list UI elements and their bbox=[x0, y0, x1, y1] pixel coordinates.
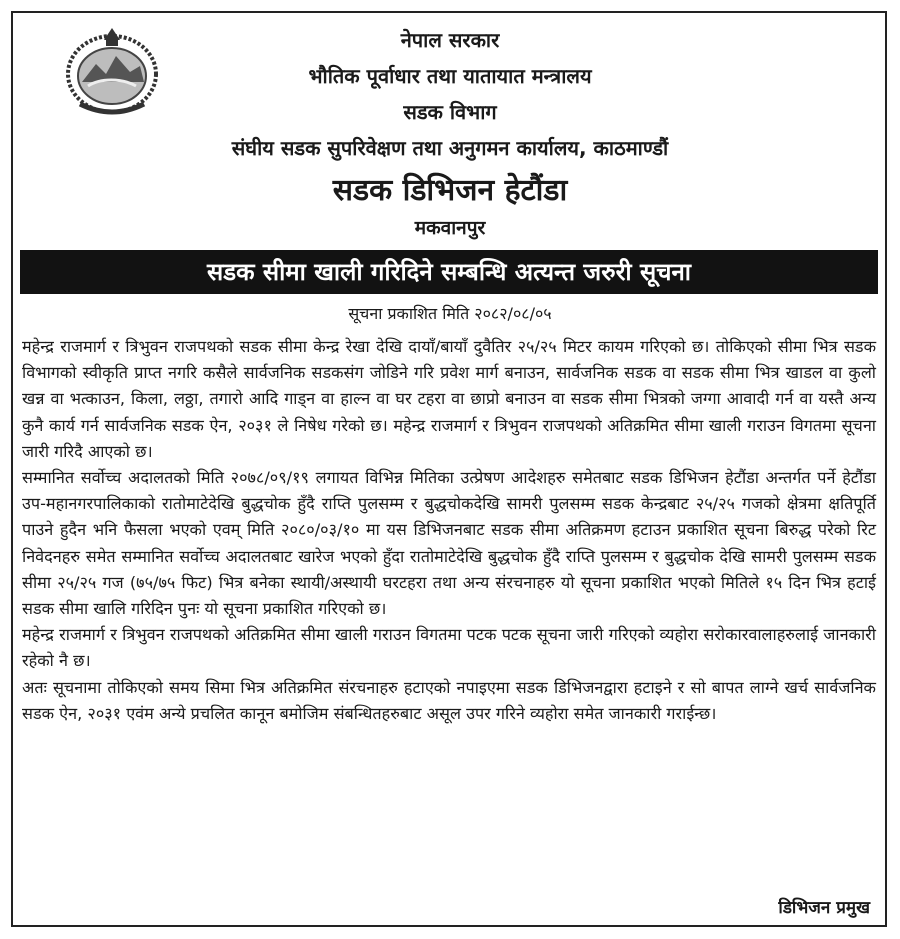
government-name: नेपाल सरकार bbox=[400, 28, 500, 52]
department-name: सडक विभाग bbox=[403, 100, 497, 124]
signature-title: डिभिजन प्रमुख bbox=[778, 898, 870, 918]
published-date: सूचना प्रकाशित मिति २०८२/०८/०५ bbox=[348, 304, 552, 323]
paragraph: महेन्द्र राजमार्ग र त्रिभुवन राजपथको सडक सीमा केन्द्र रेखा देखि दायाँ/बायाँ दुवैतिर २५/२५ मिटर कायम गरिएको छ। तोकिएको सीमा भित्र सडक विभागको स्वीकृति प्राप्त नगरि कसैले सार्वजनिक सडकसंग जोडिने गरि प्रवेश मार्ग बनाउन, सार्वजनिक सडक वा सडक सीमा भित्र खाडल वा कुलो खन्न वा भत्काउन, किला, लठ्ठा, तगारो आदि गाड्न वा हाल्न वा घर टहरा वा छाप्रो बनाउन वा सडक सीमा भित्रको जग्गा आवादी गर्न वा यस्तै अन्य कुनै कार्य गर्न सार्वजनिक सडक ऐन, २०३१ ले निषेध गरेको छ। महेन्द्र राजमार्ग र त्रिभुवन राजपथको अतिक्रमित सीमा खाली गराउन विगतमा सूचना जारी गरिदै आएको छ। bbox=[22, 337, 876, 461]
paragraph: सम्मानित सर्वोच्च अदालतको मिति २०७८/०९/१९ लगायत विभिन्न मितिका उत्प्रेषण आदेशहरु समेतबाट सडक डिभिजन हेटौंडा अन्तर्गत पर्ने हेटौंडा उप-महानगरपालिकाको रातोमाटेदेखि बुद्धचोक हुँदै राप्ति पुलसम्म र बुद्धचोकदेखि सामरी पुलसम्म सडक केन्द्रबाट २५/२५ गजको क्षेत्रमा क्षतिपूर्ति पाउने हुदैन भनि फैसला भएको एवम् मिति २०८०/०३/१० मा यस डिभिजनबाट सडक सीमा अतिक्रमण हटाउन प्रकाशित सूचना बिरुद्ध परेको रिट निवेदनहरु समेत सम्मानित सर्वोच्च अदालतबाट खारेज भएको हुँदा रातोमाटेदेखि बुद्धचोक हुँदै राप्ति पुलसम्म र बुद्धचोक देखि सामरी पुलसम्म सडक सीमा २५/२५ गज (७५/७५ फिट) भित्र बनेका स्थायी/अस्थायी घरटहरा तथा अन्य संरचनाहरु यो सूचना प्रकाशित भएको मितिले १५ दिन भित्र हटाई सडक सीमा खालि गरिदिन पुनः यो सूचना प्रकाशित गरिएको छ। bbox=[22, 468, 876, 619]
notice-body bbox=[22, 334, 876, 727]
paragraph: अतः सूचनामा तोकिएको समय सिमा भित्र अतिक्रमित संरचनाहरु हटाएको नपाइएमा सडक डिभिजनद्वारा हटाइने र सो बापत लाग्ने खर्च सार्वजनिक सडक ऐन, २०३१ एवंम अन्ये प्रचलित कानून बमोजिम संबन्धितहरुबाट असूल उपर गरिने व्यहोरा समेत जानकारी गराईन्छ। bbox=[22, 677, 876, 723]
paragraph: महेन्द्र राजमार्ग र त्रिभुवन राजपथको अतिक्रमित सीमा खाली गराउन विगतमा पटक पटक सूचना जारी गरिएको व्यहोरा सरोकारवालाहरुलाई जानकारी रहेको नै छ। bbox=[22, 625, 876, 671]
division-name: सडक डिभिजन हेटौंडा bbox=[332, 173, 568, 208]
district-name: मकवानपुर bbox=[414, 217, 486, 239]
office-name: संघीय सडक सुपरिवेक्षण तथा अनुगमन कार्यालय, काठमाण्डौं bbox=[231, 136, 669, 160]
notice-title-banner: सडक सीमा खाली गरिदिने सम्बन्धि अत्यन्त जरुरी सूचना bbox=[20, 250, 878, 294]
ministry-name: भौतिक पूर्वाधार तथा यातायात मन्त्रालय bbox=[308, 64, 592, 88]
